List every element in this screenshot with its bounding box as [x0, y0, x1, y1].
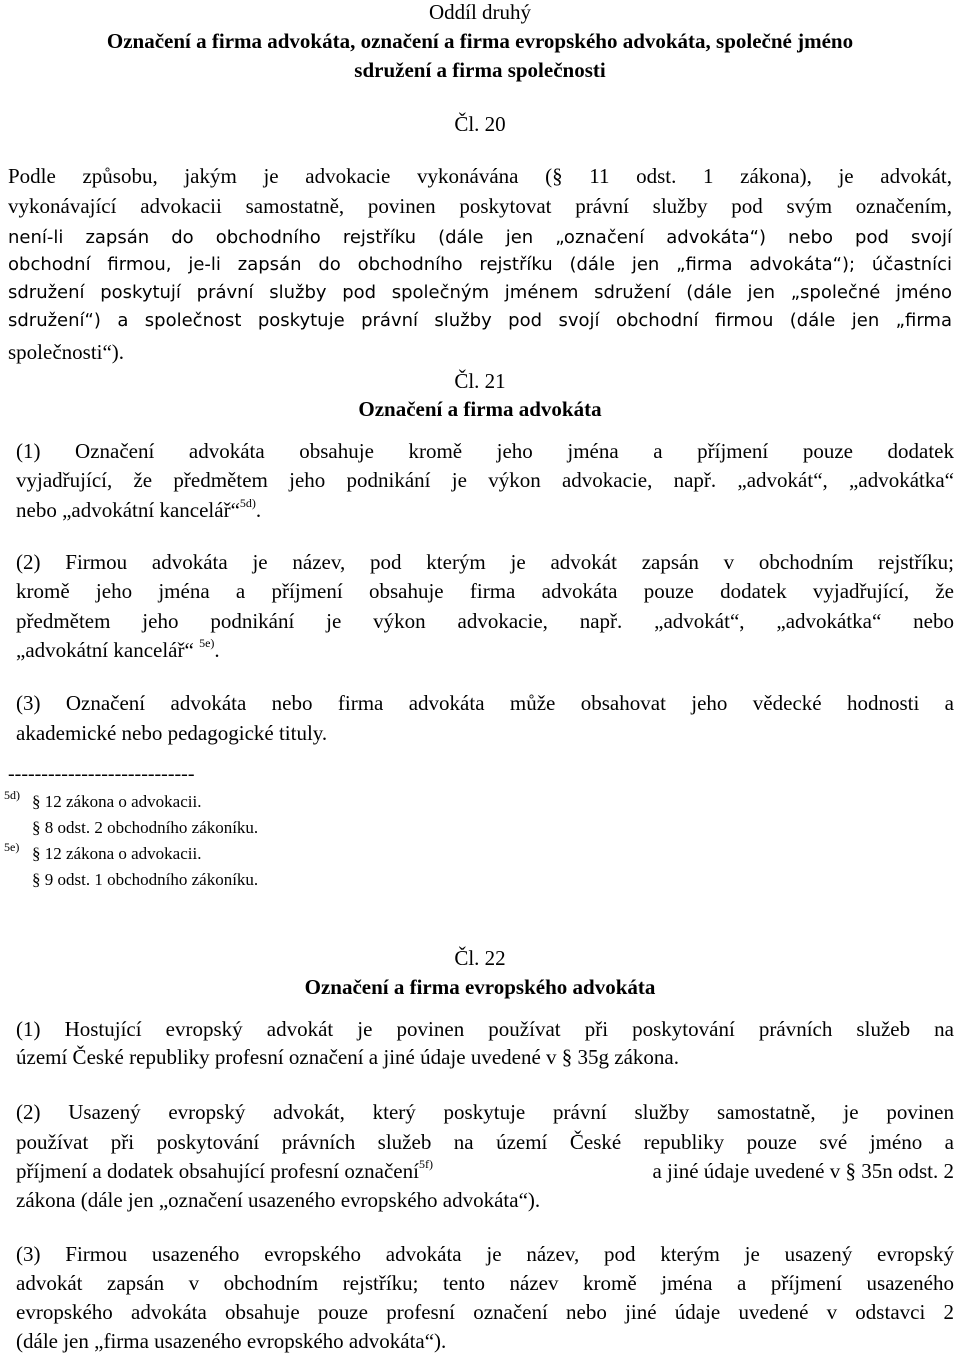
article-21-p1-period: .: [255, 498, 262, 522]
article-20-line-2: vykonávající advokacii samostatně, povinen poskytovat právní služby pod svým označením,: [8, 194, 952, 218]
article-22-p2-line-3-text: [16, 1157, 433, 1183]
article-21-p1-line-3: [16, 496, 262, 522]
article-21-p1-line-2: vyjadřující, že předmětem jeho podnikání je výkon advokacie, např. „advokát“, „advokátka“: [16, 468, 954, 492]
section-label: Oddíl druhý: [428, 0, 532, 24]
article-21-title: Označení a firma advokáta: [358, 397, 602, 421]
footnote-mark-5d: 5d): [4, 788, 20, 802]
article-22-p1-line-2: území České republiky profesní označení a jiné údaje uvedené v § 35g zákona.: [16, 1045, 680, 1069]
article-20-heading: Čl. 20: [454, 112, 506, 136]
article-22-p2-line-4: zákona (dále jen „označení usazeného evropského advokáta“).: [16, 1188, 541, 1212]
article-21-p3-line-1: (3) Označení advokáta nebo firma advokáta může obsahovat jeho vědecké hodnosti a: [16, 691, 954, 715]
article-21-p2-line-4: [16, 636, 220, 662]
footnote-ref-5d[interactable]: 5d): [239, 496, 256, 510]
article-21-p2-line-1: (2) Firmou advokáta je název, pod kterým je advokát zapsán v obchodním rejstříku;: [16, 550, 954, 574]
article-22-p2-line-3: [16, 1157, 954, 1183]
article-22-p1-line-1: (1) Hostující evropský advokát je povinen používat při poskytování právních služeb na: [16, 1017, 954, 1041]
article-20-line-6: sdružení“) a společnost poskytuje právní služby pod svojí obchodní firmou (dále jen „firma: [8, 310, 952, 331]
article-22-title: Označení a firma evropského advokáta: [304, 975, 656, 999]
footnote-5e-line-2: § 9 odst. 1 obchodního zákoníku.: [32, 870, 259, 889]
article-20-line-5: sdružení poskytují právní služby pod společným jménem sdružení (dále jen „společné jméno: [8, 282, 952, 303]
article-22-p3-line-4: (dále jen „firma usazeného evropského advokáta“).: [16, 1329, 447, 1353]
article-20-line-3: není-li zapsán do obchodního rejstříku (dále jen „označení advokáta“) nebo pod svojí: [8, 227, 952, 248]
article-22-p3-line-3: evropského advokáta obsahuje pouze profesní označení nebo jiné údaje uvedené v odstavci 2: [16, 1300, 954, 1324]
document-title-line-1: Označení a firma advokáta, označení a firma evropského advokáta, společné jméno: [106, 29, 854, 53]
article-20-line-1: Podle způsobu, jakým je advokacie vykonávána (§ 11 odst. 1 zákona), je advokát,: [8, 164, 952, 188]
footnote-separator: ----------------------------: [8, 763, 195, 785]
article-21-p2-line-4-text: „advokátní kancelář“: [16, 638, 200, 662]
footnote-5d-line-2: § 8 odst. 2 obchodního zákoníku.: [32, 818, 259, 837]
article-21-p1-line-1: (1) Označení advokáta obsahuje kromě jeho jména a příjmení pouze dodatek: [16, 439, 954, 463]
article-21-p3-line-2: akademické nebo pedagogické tituly.: [16, 721, 328, 745]
article-21-p2-line-2: kromě jeho jména a příjmení obsahuje firma advokáta pouze dodatek vyjadřující, že: [16, 579, 954, 603]
footnote-5d-line-1: § 12 zákona o advokacii.: [32, 792, 202, 811]
article-22-p3-line-1: (3) Firmou usazeného evropského advokáta je název, pod kterým je usazený evropský: [16, 1242, 954, 1266]
footnote-mark-5e: 5e): [4, 840, 20, 854]
article-21-p2-period: .: [214, 638, 220, 662]
article-22-heading: Čl. 22: [454, 946, 506, 970]
footnote-ref-5e[interactable]: 5e): [199, 636, 215, 650]
article-22-p2-line-2: používat při poskytování právních služeb na území České republiky pouze své jméno a: [16, 1130, 954, 1154]
article-20-line-7: společnosti“).: [8, 340, 125, 364]
footnote-5e-line-1: § 12 zákona o advokacii.: [32, 844, 202, 863]
article-22-p2-line-3-start: příjmení a dodatek obsahující profesní označení: [16, 1159, 419, 1183]
article-20-line-4: obchodní firmou, je-li zapsán do obchodního rejstříku (dále jen „firma advokáta“); účastníci: [8, 254, 952, 275]
footnote-ref-5f[interactable]: 5f): [418, 1157, 433, 1171]
article-22-p2-line-1: (2) Usazený evropský advokát, který poskytuje právní služby samostatně, je povinen: [16, 1100, 954, 1124]
article-22-p3-line-2: advokát zapsán v obchodním rejstříku; tento název kromě jména a příjmení usazeného: [16, 1271, 954, 1295]
article-21-heading: Čl. 21: [454, 369, 506, 393]
article-21-p1-line-3-text: nebo „advokátní kancelář“: [16, 498, 240, 522]
article-21-p2-line-3: předmětem jeho podnikání je výkon advokacie, např. „advokát“, „advokátka“ nebo: [16, 609, 954, 633]
article-22-p2-line-3-end: a jiné údaje uvedené v § 35n odst. 2: [652, 1159, 954, 1183]
document-title-line-2: sdružení a firma společnosti: [354, 58, 606, 82]
